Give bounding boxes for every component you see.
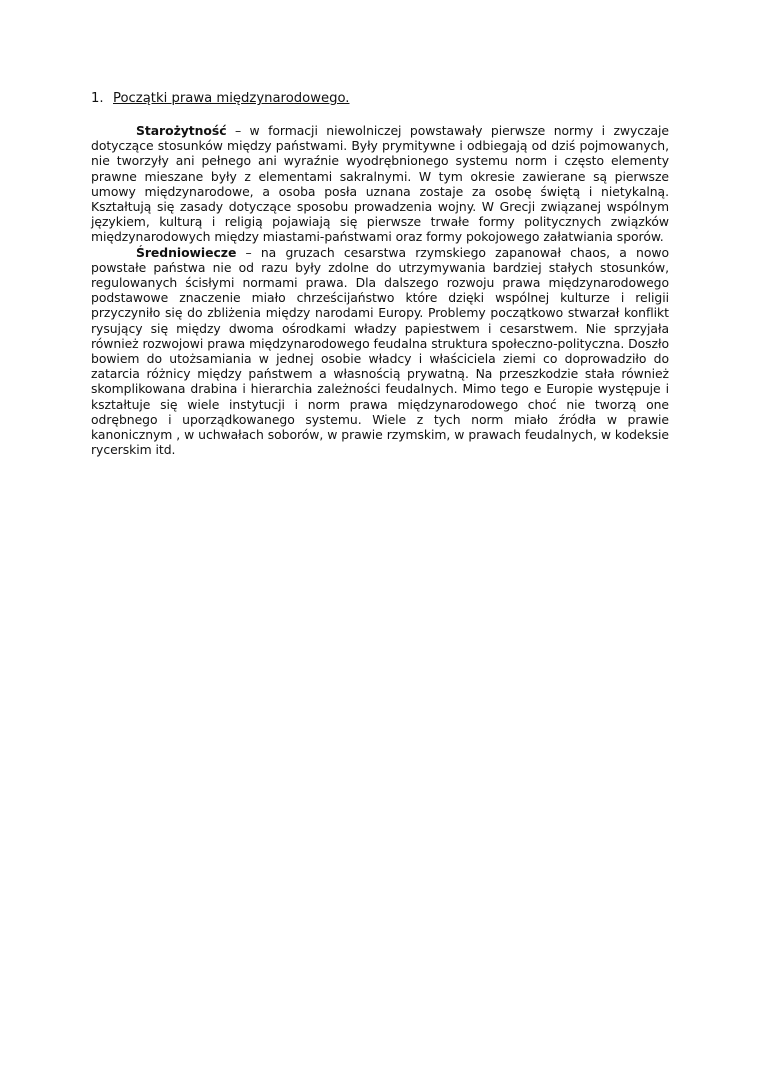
paragraph-term: Starożytność <box>136 123 227 138</box>
section-number: 1. <box>91 91 104 106</box>
paragraph-text: – w formacji niewolniczej powstawały pierwsze normy i zwyczaje dotyczące stosunków między państwami. Były prymitywne i odbiegają od dziś pojmowanych, nie tworzyły ani pełnego ani wyraźnie wyodrębnionego systemu norm i często elementy prawne mieszane były z elementami sakralnymi. W tym okresie zawierane są pierwsze umowy międzynarodowe, a osoba posła uznana zostaje za osobę świętą i nietykalną. Kształtują się zasady dotyczące sposobu prowadzenia wojny. W Grecji związanej wspólnym językiem, kulturą i religią pojawiają się pierwsze trwałe formy politycznych związków międzynarodowych między miastami-państwami oraz formy pokojowego załatwiania sporów. <box>91 123 669 245</box>
paragraph-middle-ages <box>91 245 669 458</box>
paragraph-term: Średniowiecze <box>136 244 237 260</box>
section-heading <box>91 91 669 107</box>
document-body <box>91 91 669 457</box>
paragraph-text: – na gruzach cesarstwa rzymskiego zapanował chaos, a nowo powstałe państwa nie od razu były zdolne do utrzymywania bardziej stałych stosunków, regulowanych ścisłymi normami prawa. Dla dalszego rozwoju prawa międzynarodowego podstawowe znaczenie miało chrześcijaństwo które dzięki wspólnej kulturze i religii przyczyniło się do zbliżenia między narodami Europy. Problemy początkowo stwarzał konflikt rysujący się między dwoma ośrodkami władzy papiestwem i cesarstwem. Nie sprzyjała również rozwojowi prawa międzynarodowego feudalna struktura społeczno-polityczna. Doszło bowiem do utożsamiania w jednej osobie władcy i właściciela ziemi co doprowadziło do zatarcia różnicy między państwem a własnością prywatną. Na przeszkodzie stała również skomplikowana drabina i hierarchia zależności feudalnych. Mimo tego e Europie występuje i kształtuje się wiele instytucji i norm prawa międzynarodowego choć nie tworzą one odrębnego i uporządkowanego systemu. Wiele z tych norm miało źródła w prawie kanonicznym , w uchwałach soborów, w prawie rzymskim, w prawach feudalnych, w kodeksie rycerskim itd. <box>91 244 669 458</box>
paragraph-antiquity <box>91 123 669 245</box>
section-title: Początki prawa międzynarodowego. <box>113 91 350 106</box>
